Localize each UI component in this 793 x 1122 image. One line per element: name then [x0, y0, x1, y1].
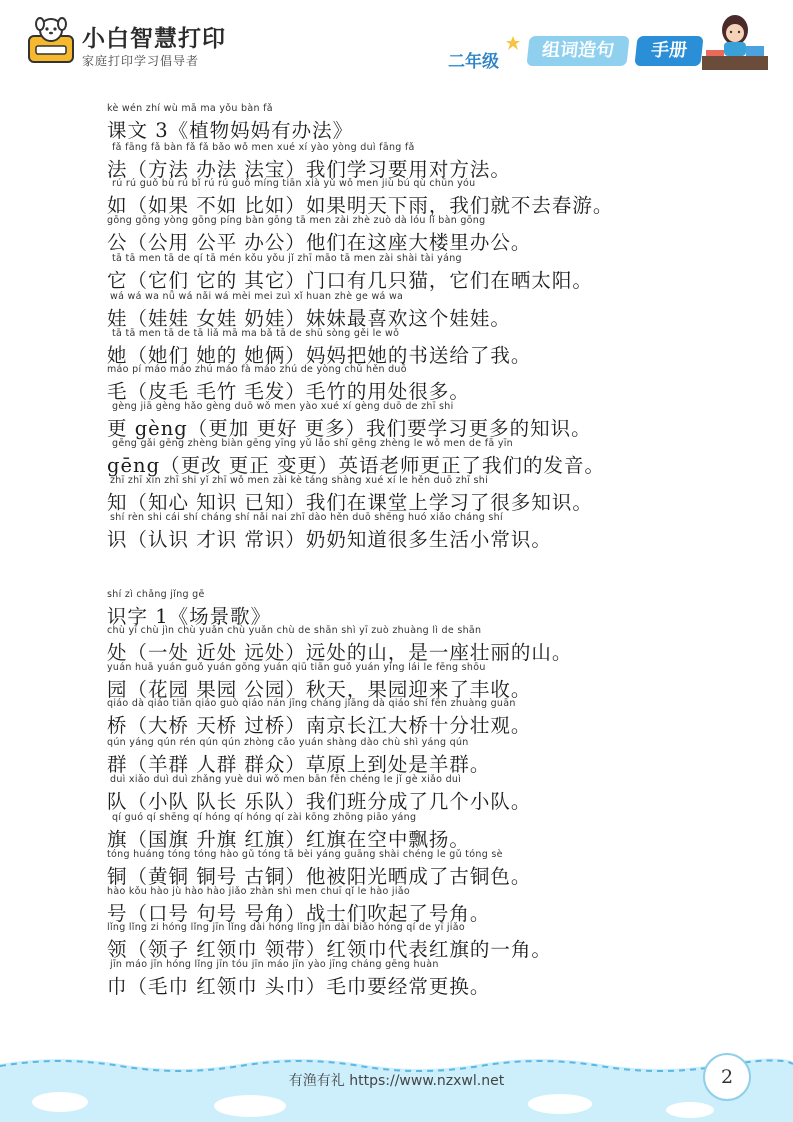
brand-title: 小白智慧打印	[82, 26, 226, 52]
pinyin-row: hào kǒu hào jù hào hào jiǎo zhàn shì men chuī qǐ le hào jiǎo	[107, 886, 411, 897]
pinyin-row: máo pí máo máo zhú máo fà máo zhú de yòng chǔ hěn duō	[107, 364, 407, 375]
hanzi-row: 群（羊群 人群 群众）草原上到处是羊群。	[107, 753, 491, 776]
hanzi-row: 她（她们 她的 她俩）妈妈把她的书送给了我。	[107, 344, 532, 367]
entry-line	[0, 328, 793, 365]
hanzi-row: 娃（娃娃 女娃 奶娃）妹妹最喜欢这个娃娃。	[107, 307, 511, 330]
pinyin-row: duì xiǎo duì duì zhǎng yuè duì wǒ men bān fēn chéng le jǐ gè xiǎo duì	[110, 774, 462, 785]
hanzi-row: 队（小队 队长 乐队）我们班分成了几个小队。	[107, 790, 532, 813]
pinyin-row: zhī zhī xīn zhī shi yǐ zhī wǒ men zài kè táng shàng xué xí le hěn duō zhī shi	[110, 475, 489, 486]
pinyin-row: tā tā men tā de qí tā mén kǒu yǒu jǐ zhī māo tā men zài shài tài yáng	[112, 253, 462, 264]
pinyin-row: qí guó qí shēng qí hóng qí hóng qí zài kōng zhōng piāo yáng	[112, 812, 417, 823]
hanzi-row: 识（认识 才识 常识）奶奶知道很多生活小常识。	[107, 528, 552, 551]
hanzi-row: 号（口号 句号 号角）战士们吹起了号角。	[107, 902, 491, 925]
entry-line	[0, 662, 793, 699]
footer-site-link[interactable]: 有渔有礼 https://www.nzxwl.net	[288, 1073, 505, 1089]
entry-line	[0, 959, 793, 996]
pinyin-row: gēng gǎi gēng zhèng biàn gēng yīng yǔ lǎo shī gēng zhèng le wǒ men de fā yīn	[112, 438, 513, 449]
pinyin-row: fǎ fāng fǎ bàn fǎ fǎ bǎo wǒ men xué xí yào yòng duì fāng fǎ	[112, 142, 415, 153]
hanzi-row: gēng（更改 更正 变更）英语老师更正了我们的发音。	[107, 454, 605, 477]
hanzi-row: 处（一处 近处 远处）远处的山，是一座壮丽的山。	[107, 641, 573, 664]
entry-line	[0, 849, 793, 886]
page-number: 2	[703, 1053, 751, 1101]
entry-line	[0, 625, 793, 662]
hanzi-row: 园（花园 果园 公园）秋天，果园迎来了丰收。	[107, 678, 532, 701]
pinyin-row: gèng jiā gèng hǎo gèng duō wǒ men yào xué xí gèng duō de zhī shi	[112, 401, 454, 412]
hanzi-row: 更 gèng（更加 更好 更多）我们要学习更多的知识。	[107, 417, 592, 440]
hanzi-row: 毛（皮毛 毛竹 毛发）毛竹的用处很多。	[107, 380, 470, 403]
entry-line	[0, 291, 793, 328]
entry-line	[0, 512, 793, 549]
entry-line	[0, 886, 793, 923]
entry-line	[0, 812, 793, 849]
entry-line	[0, 438, 793, 475]
pinyin-row: qiáo dà qiáo tiān qiáo guò qiáo nán jīng cháng jiāng dà qiáo shí fēn zhuàng guān	[107, 698, 516, 709]
topic-tag: 组词造句	[526, 36, 629, 66]
pinyin-row: jīn máo jīn hóng lǐng jīn tóu jīn máo jīn yào jīng cháng gēng huàn	[110, 959, 439, 970]
entry-line	[0, 215, 793, 252]
pinyin-row: gōng gōng yòng gōng píng bàn gōng tā men zài zhè zuò dà lóu lǐ bàn gōng	[107, 215, 486, 226]
entry-line	[0, 922, 793, 959]
pinyin-row: shí rèn shi cái shí cháng shí nǎi nai zhī dào hěn duō shēng huó xiǎo cháng shí	[110, 512, 503, 523]
hanzi-row: 法（方法 办法 法宝）我们学习要用对方法。	[107, 158, 511, 181]
pinyin-row: tā tā men tā de tā liǎ mā ma bǎ tā de shū sòng gěi le wǒ	[112, 328, 400, 339]
pinyin-row: rú rú guǒ bù rú bǐ rú rú guǒ míng tiān xià yǔ wǒ men jiù bú qù chūn yóu	[112, 178, 476, 189]
pinyin-row: chù yī chù jìn chù yuǎn chù yuǎn chù de shān shì yī zuò zhuàng lì de shān	[107, 625, 482, 636]
lesson-heading-zhiwu	[0, 103, 793, 140]
entry-line	[0, 142, 793, 179]
pinyin-row: wá wá wa nǚ wá nǎi wá mèi mei zuì xǐ huan zhè ge wá wa	[110, 291, 404, 302]
hanzi-row: 如（如果 不如 比如）如果明天下雨，我们就不去春游。	[107, 194, 614, 217]
hanzi-row: 领（领子 红领巾 领带）红领巾代表红旗的一角。	[107, 938, 552, 961]
pinyin-row: lǐng lǐng zi hóng lǐng jīn lǐng dài hóng lǐng jīn dài biǎo hóng qí de yī jiǎo	[107, 922, 465, 933]
entry-line	[0, 698, 793, 735]
brand-subtitle: 家庭打印学习倡导者	[82, 54, 200, 68]
entry-line	[0, 401, 793, 438]
entry-line	[0, 364, 793, 401]
pinyin-row: yuán huā yuán guǒ yuán gōng yuán qiū tiān guǒ yuán yíng lái le fēng shōu	[107, 662, 486, 673]
hanzi-row: 它（它们 它的 其它）门口有几只猫，它们在晒太阳。	[107, 269, 593, 292]
entry-line	[0, 774, 793, 811]
hanzi-row: 旗（国旗 升旗 红旗）红旗在空中飘扬。	[107, 828, 470, 851]
entry-line	[0, 253, 793, 290]
hanzi-row: 巾（毛巾 红领巾 头巾）毛巾要经常更换。	[107, 975, 491, 998]
grade-label: 二年级	[448, 52, 499, 72]
entry-line	[0, 178, 793, 215]
book-tag: 手册	[634, 36, 703, 66]
hanzi-row: 课文 3《植物妈妈有办法》	[107, 119, 354, 142]
hanzi-row: 桥（大桥 天桥 过桥）南京长江大桥十分壮观。	[107, 714, 532, 737]
hanzi-row: 铜（黄铜 铜号 古铜）他被阳光晒成了古铜色。	[107, 865, 532, 888]
pinyin-row: kè wén zhí wù mā ma yǒu bàn fǎ	[107, 103, 273, 114]
pinyin-row: shí zì chǎng jǐng gē	[107, 589, 205, 600]
entry-line	[0, 737, 793, 774]
pinyin-row: tóng huáng tóng tóng hào gǔ tóng tā bèi yáng guāng shài chéng le gǔ tóng sè	[107, 849, 503, 860]
entry-line	[0, 475, 793, 512]
pinyin-row: qún yáng qún rén qún qún zhòng cǎo yuán shàng dào chù shì yáng qún	[107, 737, 469, 748]
hanzi-row: 公（公用 公平 办公）他们在这座大楼里办公。	[107, 231, 532, 254]
lesson-heading-changjing	[0, 589, 793, 626]
hanzi-row: 知（知心 知识 已知）我们在课堂上学习了很多知识。	[107, 491, 593, 514]
hanzi-row: 识字 1《场景歌》	[107, 605, 272, 628]
